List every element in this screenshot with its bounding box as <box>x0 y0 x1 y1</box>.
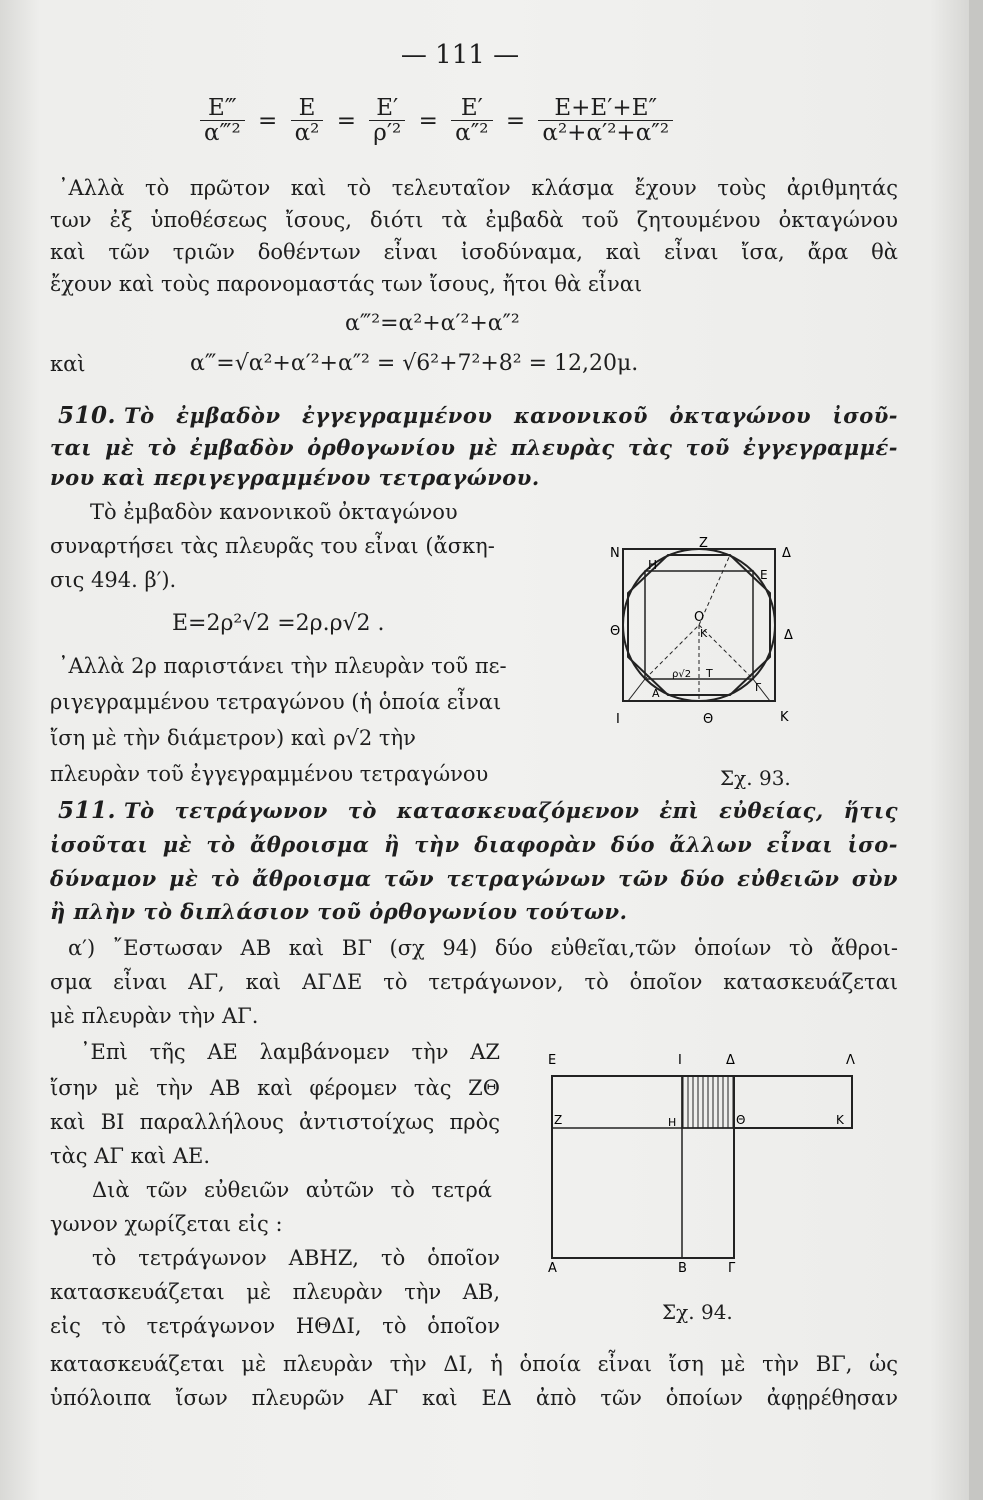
label-N: N <box>610 546 620 561</box>
label-D-top: Δ <box>782 546 791 561</box>
label-K: K <box>836 1113 844 1127</box>
text-line: σις 494. β′). <box>50 568 177 592</box>
fraction <box>538 96 673 145</box>
text-line: ᾿Αλλὰ τὸ πρῶτον καὶ τὸ τελευταῖον κλάσμα ἔχουν τοὺς ἀριθμητάς <box>58 176 898 200</box>
fraction <box>451 96 492 145</box>
text-line: κατασκευάζεται μὲ πλευρὰν τὴν ΔΙ, ἡ ὁποία εἶναι ἴση μὲ τὴν ΒΓ, ὡς <box>50 1352 898 1376</box>
fraction-denominator: α‴² <box>204 120 241 146</box>
corner-line <box>628 679 645 701</box>
fraction-denominator: α²+α′²+α″² <box>542 120 670 146</box>
text-line: Διὰ τῶν εὐθειῶν αὐτῶν τὸ τετρά <box>92 1178 492 1202</box>
section-510-heading-line: ται μὲ τὸ ἐμβαδὸν ὀρθογωνίου μὲ πλευρὰς τὰς τοῦ ἐγγεγραμμέ- <box>50 435 898 460</box>
figure-93 <box>598 535 810 735</box>
page-edge <box>969 0 983 1500</box>
equation-square: α‴²=α²+α′²+α″² <box>345 311 520 336</box>
text-line: ὑπόλοιπα ἴσων πλευρῶν ΑΓ καὶ ΕΔ ἀπὸ τῶν ὁποίων ἀφῃρέθησαν <box>50 1386 898 1410</box>
label-I: I <box>616 712 620 727</box>
label-Gamma: Γ <box>728 1261 736 1276</box>
equals-sign: = <box>258 107 278 134</box>
label-Theta: Θ <box>736 1113 746 1127</box>
text-line: μὲ πλευρὰν τὴν ΑΓ. <box>50 1004 259 1028</box>
text-line: ριγεγραμμένου τετραγώνου (ἡ ὁποία εἶναι <box>50 690 502 714</box>
text-line: ᾿Αλλὰ 2ρ παριστάνει τὴν πλευρὰν τοῦ πε- <box>58 654 507 678</box>
figure-94 <box>536 1046 866 1280</box>
label-O: O <box>694 610 705 625</box>
ratio-equation <box>200 96 673 145</box>
figure-93-caption: Σχ. 93. <box>720 766 791 790</box>
fraction <box>200 96 245 145</box>
section-511-heading-line <box>58 797 898 825</box>
section-510-heading-line <box>58 402 898 430</box>
section-511-heading-line: ἢ πλὴν τὸ διπλάσιον τοῦ ὀρθογωνίου τούτων. <box>50 899 628 924</box>
equals-sign: = <box>505 107 526 134</box>
fraction-numerator: E+E′+E″ <box>538 96 673 121</box>
label-E: E <box>548 1053 557 1068</box>
fraction-denominator: ρ′² <box>373 120 402 146</box>
fraction-numerator: E‴ <box>200 96 245 121</box>
formula: E=2ρ²√2 =2ρ.ρ√2 . <box>172 611 385 636</box>
label-H: H <box>648 558 658 572</box>
label-E: E <box>760 568 768 582</box>
text-line: καὶ ΒΙ παραλλήλους ἀντιστοίχως πρὸς <box>50 1110 500 1134</box>
label-Gamma: Γ <box>755 681 762 694</box>
text-line: ᾿Επὶ τῆς ΑΕ λαμβάνομεν τὴν ΑΖ <box>80 1040 500 1064</box>
text-line: α′) ῎Εστωσαν ΑΒ καὶ ΒΓ (σχ 94) δύο εὐθεῖαι,τῶν ὁποίων τὸ ἄθροι- <box>68 936 898 960</box>
text-line: εἰς τὸ τετράγωνον ΗΘΔΙ, τὸ ὁποῖον <box>50 1314 500 1338</box>
label-K-bottom: K <box>780 710 789 725</box>
fraction-numerator: E′ <box>451 96 492 121</box>
text-line: πλευρὰν τοῦ ἐγγεγραμμένου τετραγώνου <box>50 762 489 786</box>
figure-94-caption: Σχ. 94. <box>662 1300 733 1324</box>
label-Delta: Δ <box>726 1053 735 1068</box>
section-number: 510. <box>58 402 117 429</box>
label-Theta-left: Θ <box>610 624 621 639</box>
equals-sign: = <box>336 107 356 134</box>
label-K-center: K <box>700 627 708 640</box>
text-line: τὸ τετράγωνον ΑΒΗΖ, τὸ ὁποῖον <box>92 1246 500 1270</box>
equals-sign: = <box>418 107 438 134</box>
equation-root: α‴=√α²+α′²+α″² = √6²+7²+8² = 12,20μ. <box>190 351 639 376</box>
section-number: 511. <box>58 797 117 824</box>
label-Z: Z <box>554 1113 563 1127</box>
text-line: ἴσην μὲ τὴν ΑΒ καὶ φέρομεν τὰς ΖΘ <box>50 1076 500 1100</box>
label-B: B <box>678 1261 687 1276</box>
text-line: κατασκευάζεται μὲ πλευρὰν τὴν ΑΒ, <box>50 1280 500 1304</box>
label-D-right: Δ <box>784 628 793 643</box>
text-line: ἴση μὲ τὴν διάμετρον) καὶ ρ√2 τὴν <box>50 726 416 750</box>
label-rho-root2: ρ√2 <box>672 669 692 680</box>
hatched-square <box>682 1076 734 1128</box>
label-I: I <box>678 1053 682 1068</box>
label-Theta-bottom: Θ <box>703 712 714 727</box>
text-line: σμα εἶναι ΑΓ, καὶ ΑΓΔΕ τὸ τετράγωνον, τὸ ὁποῖον κατασκευάζεται <box>50 970 898 994</box>
fraction <box>369 96 405 145</box>
label-A: A <box>548 1261 557 1276</box>
section-510-heading-line: νου καὶ περιγεγραμμένου τετραγώνου. <box>50 465 540 490</box>
heading-text: Τὸ τετράγωνον τὸ κατασκευαζόμενον ἐπὶ εὐθείας, ἥτις <box>124 798 898 823</box>
label-Z: Z <box>699 536 708 551</box>
label-A: A <box>652 687 660 700</box>
text-line: των ἐξ ὑποθέσεως ἴσους, διότι τὰ ἐμβαδὰ τοῦ ζητουμένου ὀκταγώνου <box>50 208 898 232</box>
extension-rectangle <box>734 1076 852 1128</box>
text-line: συναρτήσει τὰς πλευρᾶς του εἶναι (ἄσκη- <box>50 534 495 558</box>
label-T: T <box>706 667 713 680</box>
text-line: ἔχουν καὶ τοὺς παρονομαστάς των ἴσους, ἤτοι θὰ εἶναι <box>50 272 643 296</box>
fraction-denominator: α² <box>294 120 320 146</box>
fraction-numerator: E′ <box>369 96 405 121</box>
text-line: Τὸ ἐμβαδὸν κανονικοῦ ὀκταγώνου <box>90 500 458 524</box>
fraction-denominator: α″² <box>455 120 489 146</box>
label-Lambda: Λ <box>846 1053 855 1068</box>
heading-text: Τὸ ἐμβαδὸν ἐγγεγραμμένου κανονικοῦ ὀκταγώνου ἰσοῦ- <box>124 403 898 428</box>
text-line: γωνον χωρίζεται εἰς : <box>50 1212 283 1236</box>
fraction-numerator: E <box>291 96 324 121</box>
fraction <box>291 96 324 145</box>
text-line: καὶ τῶν τριῶν δοθέντων εἶναι ἰσοδύναμα, καὶ εἶναι ἴσα, ἄρα θὰ <box>50 240 898 264</box>
page-number: — 111 — <box>400 40 520 70</box>
section-511-heading-line: ἰσοῦται μὲ τὸ ἄθροισμα ἢ τὴν διαφορὰν δύο ἄλλων εἶναι ἰσο- <box>50 832 898 857</box>
section-511-heading-line: δύναμον μὲ τὸ ἄθροισμα τῶν τετραγώνων τῶν δύο εὐθειῶν σὺν <box>50 866 898 891</box>
word-kai: καὶ <box>50 352 86 376</box>
label-H: H <box>668 1116 677 1129</box>
text-line: τὰς ΑΓ καὶ ΑΕ. <box>50 1144 211 1168</box>
